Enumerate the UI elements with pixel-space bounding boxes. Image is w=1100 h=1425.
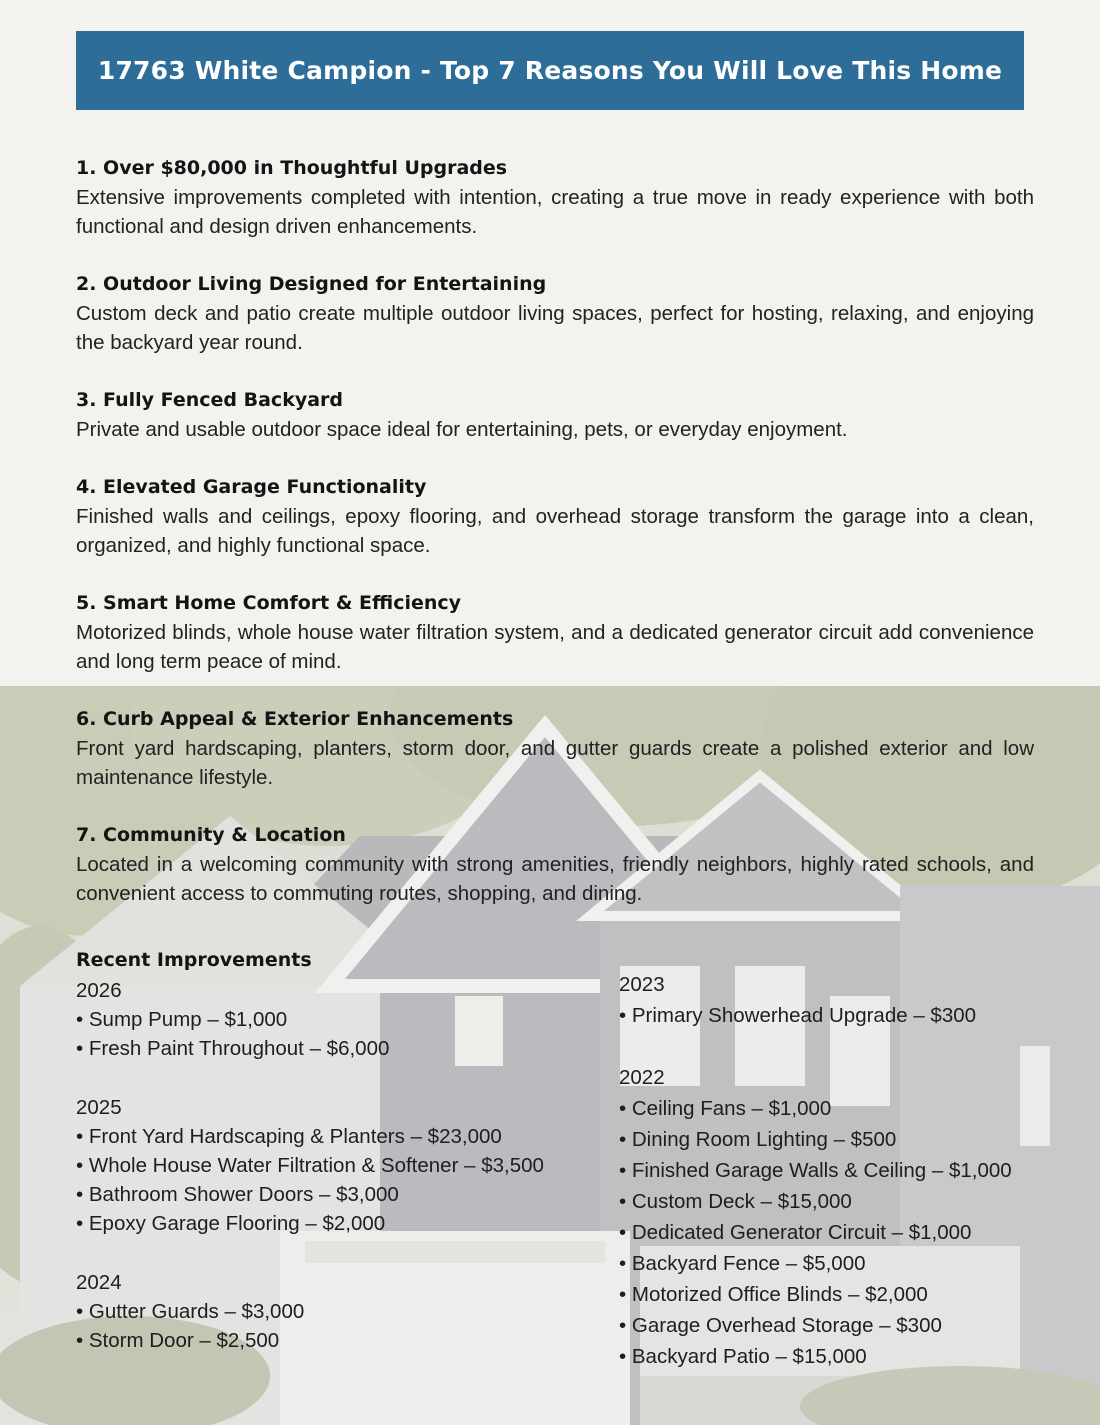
reasons-list <box>76 154 1034 937</box>
reason-heading: 1. Over $80,000 in Thoughtful Upgrades <box>76 157 508 179</box>
reason-text: Finished walls and ceilings, epoxy flooring, and overhead storage transform the garage into a clean, organized, and highly functional space. <box>76 505 1034 557</box>
improvement-item: • Finished Garage Walls & Ceiling – $1,000 <box>619 1155 1079 1186</box>
improvement-item: • Storm Door – $2,500 <box>76 1326 616 1355</box>
improvement-item: • Ceiling Fans – $1,000 <box>619 1093 1079 1124</box>
reason-heading: 2. Outdoor Living Designed for Entertaining <box>76 273 547 295</box>
improvements-right-column <box>619 969 1079 1372</box>
reason-item <box>76 589 1034 676</box>
improvement-item: • Sump Pump – $1,000 <box>76 1005 616 1034</box>
year-label: 2026 <box>76 979 122 1002</box>
reason-heading: 6. Curb Appeal & Exterior Enhancements <box>76 708 514 730</box>
improvement-list <box>619 1093 1079 1372</box>
reason-text: Motorized blinds, whole house water filtration system, and a dedicated generator circuit add convenience and long term peace of mind. <box>76 621 1034 673</box>
improvement-list <box>76 1122 616 1238</box>
improvement-item: • Garage Overhead Storage – $300 <box>619 1310 1079 1341</box>
improvement-item: • Primary Showerhead Upgrade – $300 <box>619 1000 1079 1031</box>
improvement-item: • Backyard Patio – $15,000 <box>619 1341 1079 1372</box>
improvement-list <box>619 1000 1079 1031</box>
reason-text: Front yard hardscaping, planters, storm door, and gutter guards create a polished exterior and low maintenance lifestyle. <box>76 737 1034 789</box>
reason-heading: 4. Elevated Garage Functionality <box>76 476 427 498</box>
improvement-item: • Fresh Paint Throughout – $6,000 <box>76 1034 616 1063</box>
reason-item <box>76 705 1034 792</box>
improvement-item: • Front Yard Hardscaping & Planters – $23,000 <box>76 1122 616 1151</box>
improvement-item: • Motorized Office Blinds – $2,000 <box>619 1279 1079 1310</box>
page-title: 17763 White Campion - Top 7 Reasons You Will Love This Home <box>97 56 1003 85</box>
improvement-item: • Dining Room Lighting – $500 <box>619 1124 1079 1155</box>
improvement-item: • Epoxy Garage Flooring – $2,000 <box>76 1209 616 1238</box>
improvement-item: • Custom Deck – $15,000 <box>619 1186 1079 1217</box>
year-label: 2025 <box>76 1096 122 1119</box>
year-label: 2024 <box>76 1271 122 1294</box>
improvement-item: • Backyard Fence – $5,000 <box>619 1248 1079 1279</box>
improvement-item: • Bathroom Shower Doors – $3,000 <box>76 1180 616 1209</box>
reason-text: Custom deck and patio create multiple outdoor living spaces, perfect for hosting, relaxing, and enjoying the backyard year round. <box>76 302 1034 354</box>
reason-item <box>76 473 1034 560</box>
improvement-item: • Whole House Water Filtration & Softener – $3,500 <box>76 1151 616 1180</box>
reason-heading: 3. Fully Fenced Backyard <box>76 389 344 411</box>
title-banner <box>76 31 1024 110</box>
improvement-item: • Dedicated Generator Circuit – $1,000 <box>619 1217 1079 1248</box>
reason-item <box>76 270 1034 357</box>
reason-item <box>76 821 1034 908</box>
improvement-list <box>76 1297 616 1355</box>
improvement-list <box>76 1005 616 1063</box>
improvement-item: • Gutter Guards – $3,000 <box>76 1297 616 1326</box>
reason-text: Located in a welcoming community with strong amenities, friendly neighbors, highly rated schools, and convenient access to commuting routes, shopping, and dining. <box>76 853 1034 905</box>
improvements-title: Recent Improvements <box>76 949 312 971</box>
year-label: 2023 <box>619 973 665 996</box>
reason-item <box>76 386 1034 444</box>
reason-heading: 7. Community & Location <box>76 824 346 846</box>
improvements-left-column <box>76 976 616 1355</box>
reason-heading: 5. Smart Home Comfort & Efficiency <box>76 592 462 614</box>
reason-text: Private and usable outdoor space ideal for entertaining, pets, or everyday enjoyment. <box>76 418 848 441</box>
year-label: 2022 <box>619 1066 665 1089</box>
reason-item <box>76 154 1034 241</box>
reason-text: Extensive improvements completed with intention, creating a true move in ready experience with both functional and design driven enhancements. <box>76 186 1034 238</box>
